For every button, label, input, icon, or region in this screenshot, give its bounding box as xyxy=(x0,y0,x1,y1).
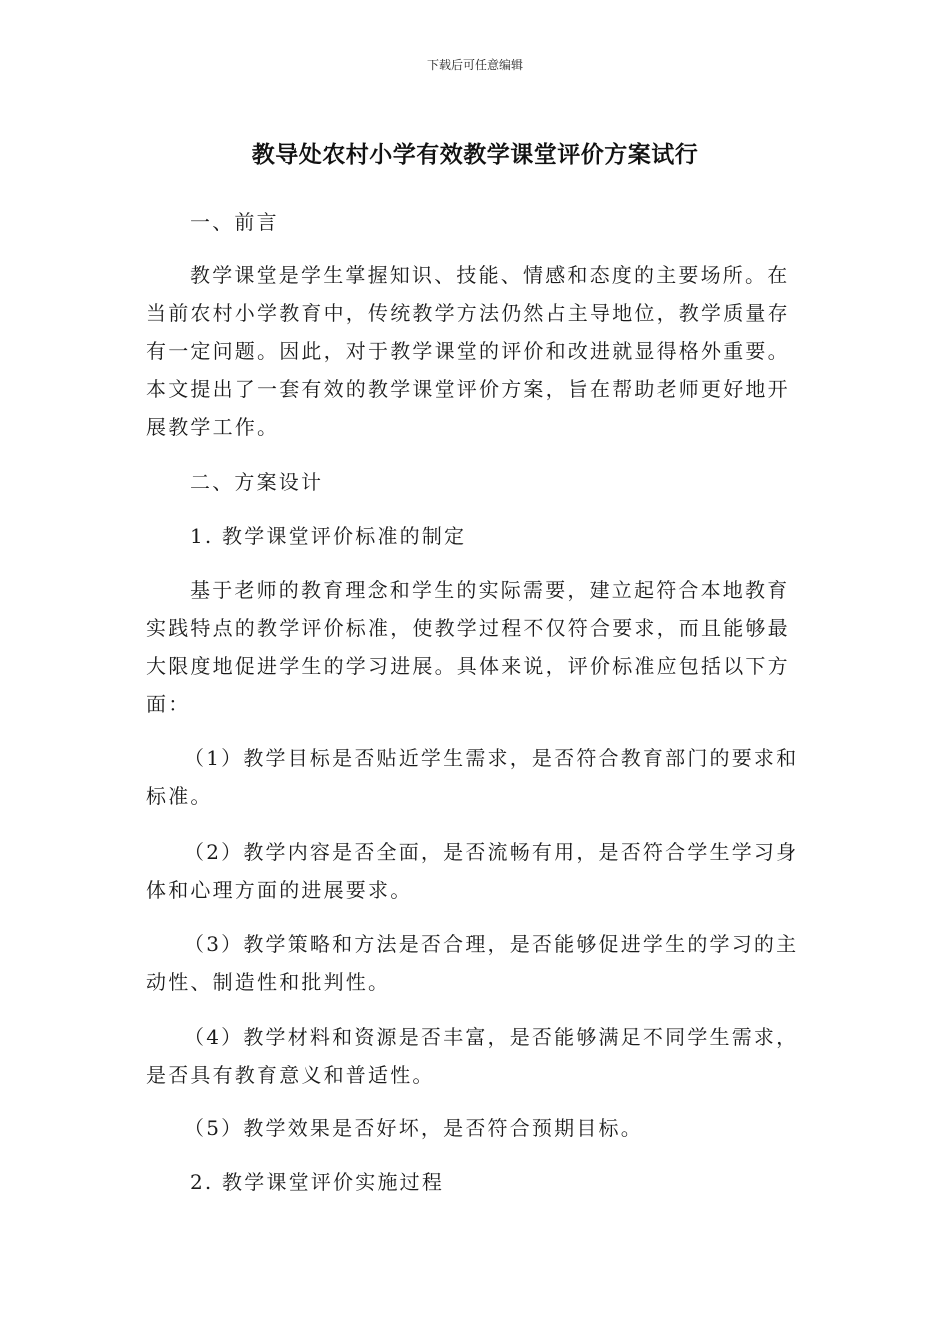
document-title: 教导处农村小学有效教学课堂评价方案试行 xyxy=(251,142,699,168)
section-heading-preface: 一、前言 xyxy=(190,210,279,234)
paragraph-standards: 基于老师的教育理念和学生的实际需要，建立起符合本地教育实践特点的教学评价标准，使教学过程不仅符合要求，而且能够最大限度地促进学生的学习进展。具体来说，评价标准应包括以下方面： xyxy=(146,578,790,716)
header-note: 下载后可任意编辑 xyxy=(426,58,523,72)
list-item-5: （5）教学效果是否好坏，是否符合预期目标。 xyxy=(184,1116,643,1140)
subsection-heading-process: 2. 教学课堂评价实施过程 xyxy=(190,1170,445,1194)
paragraph-preface: 教学课堂是学生掌握知识、技能、情感和态度的主要场所。在当前农村小学教育中，传统教学方法仍然占主导地位，教学质量存有一定问题。因此，对于教学课堂的评价和改进就显得格外重要。本文提出了一套有效的教学课堂评价方案，旨在帮助老师更好地开展教学工作。 xyxy=(146,263,790,439)
section-heading-design: 二、方案设计 xyxy=(190,470,324,494)
list-item-3: （3）教学策略和方法是否合理，是否能够促进学生的学习的主动性、制造性和批判性。 xyxy=(146,932,799,994)
list-item-2: （2）教学内容是否全面，是否流畅有用，是否符合学生学习身体和心理方面的进展要求。 xyxy=(146,840,799,902)
list-item-4: （4）教学材料和资源是否丰富，是否能够满足不同学生需求，是否具有教育意义和普适性。 xyxy=(146,1025,799,1087)
subsection-heading-standards: 1. 教学课堂评价标准的制定 xyxy=(190,524,467,548)
list-item-1: （1）教学目标是否贴近学生需求，是否符合教育部门的要求和标准。 xyxy=(146,746,799,808)
